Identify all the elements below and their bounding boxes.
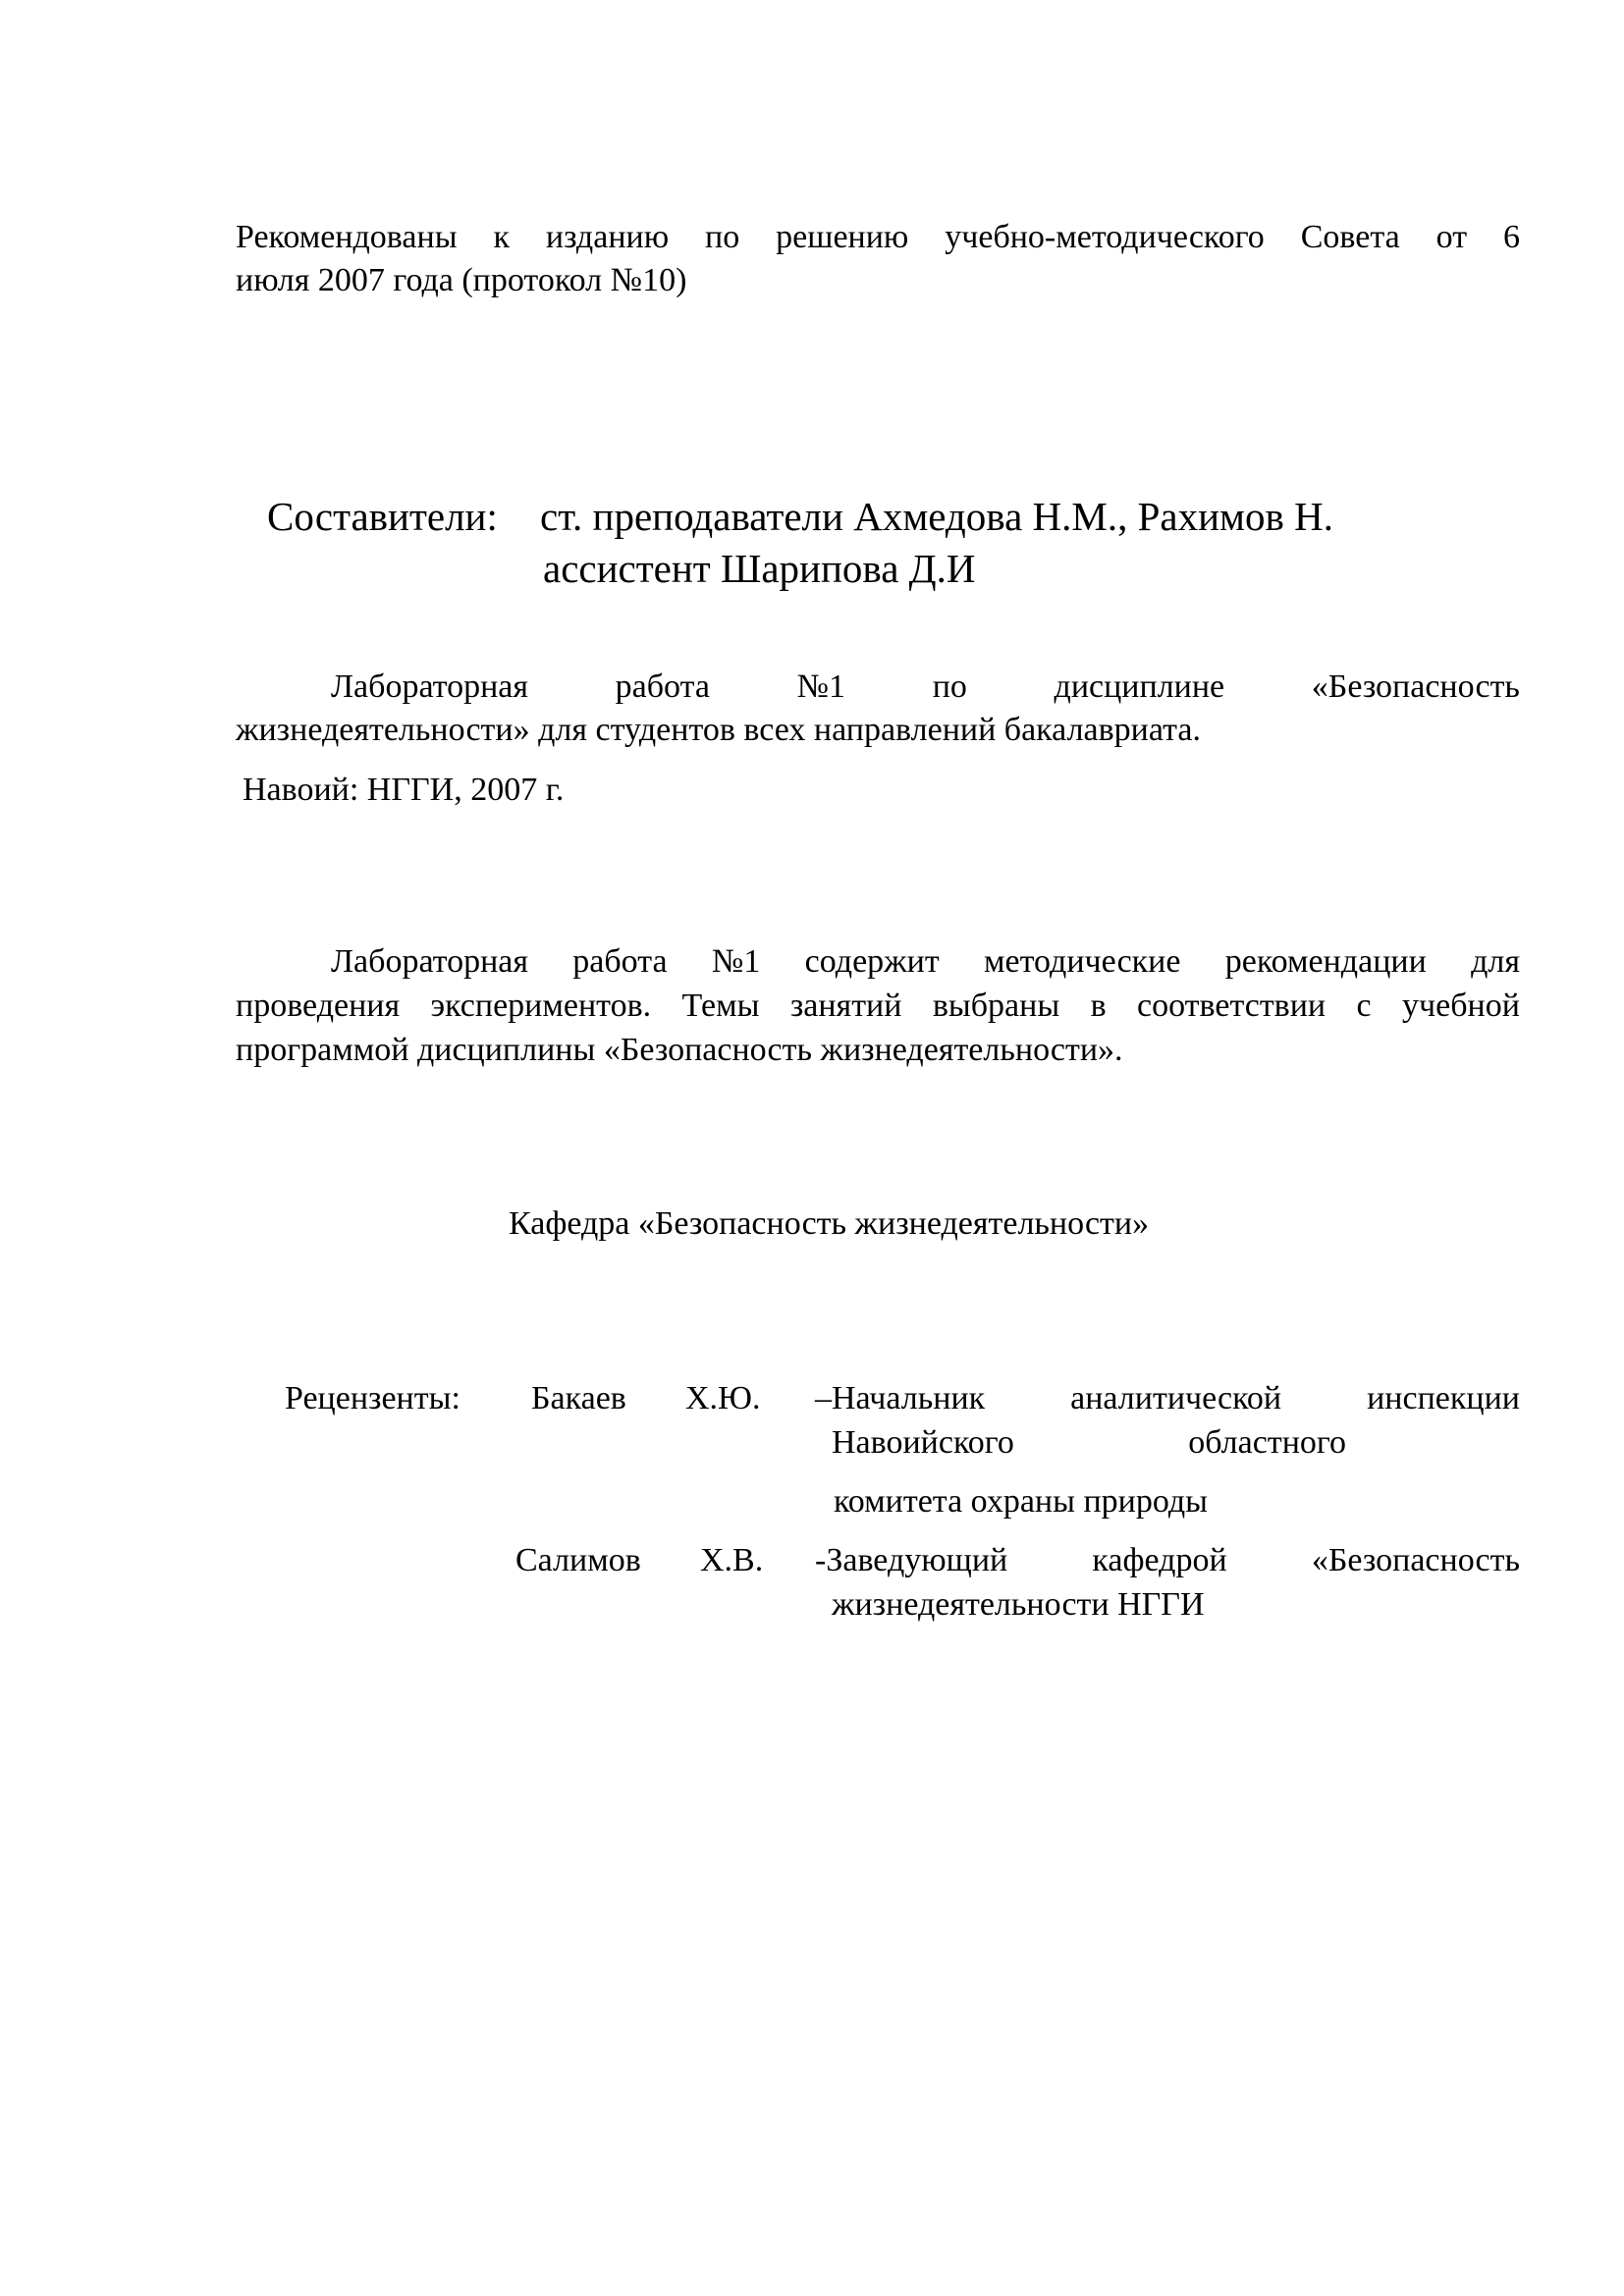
- recommendation-line-2: июля 2007 года (протокол №10): [236, 262, 687, 298]
- word: для: [1471, 943, 1520, 980]
- word: 6: [1503, 219, 1520, 255]
- word: по: [705, 219, 740, 255]
- word: занятий: [789, 988, 902, 1024]
- word: по: [932, 668, 967, 705]
- abstract-line-1: [331, 942, 1520, 982]
- word: выбраны: [932, 988, 1060, 1024]
- abstract-line-3: программой дисциплины «Безопасность жизнедеятельности».: [236, 1032, 1123, 1068]
- word: Темы: [681, 988, 760, 1024]
- lab-title-line-1: [331, 667, 1520, 707]
- lab-title-line-2: жизнедеятельности» для студентов всех направлений бакалавриата.: [236, 712, 1201, 748]
- abstract-line-2: [236, 987, 1520, 1026]
- word: в: [1090, 988, 1107, 1024]
- compilers-line-2: ассистент Шарипова Д.И: [543, 546, 976, 591]
- reviewer-1-role-line-1: [815, 1379, 1520, 1418]
- word: учебно-методического: [945, 219, 1265, 255]
- imprint: Навоий: НГГИ, 2007 г.: [243, 772, 565, 808]
- word: №1: [796, 668, 846, 705]
- word: –Начальник: [815, 1380, 986, 1416]
- reviewer-2-initials: Х.В.: [700, 1542, 764, 1578]
- reviewer-1-initials: Х.Ю.: [685, 1380, 761, 1416]
- reviewer-1-role-line-3: комитета охраны природы: [834, 1483, 1209, 1520]
- word: к: [493, 219, 510, 255]
- word: областного: [1188, 1424, 1346, 1461]
- word: -Заведующий: [815, 1542, 1008, 1578]
- word: с: [1356, 988, 1372, 1024]
- word: проведения: [236, 988, 401, 1024]
- word: рекомендации: [1224, 943, 1427, 980]
- word: экспериментов.: [430, 988, 652, 1024]
- reviewer-2-surname: Салимов: [515, 1542, 641, 1578]
- word: учебной: [1402, 988, 1520, 1024]
- reviewer-2-role-line-2: жизнедеятельности НГГИ: [832, 1586, 1205, 1623]
- word: №1: [711, 943, 761, 980]
- reviewer-1-role-line-2: [832, 1423, 1346, 1463]
- compilers-label: Составители:: [267, 494, 498, 539]
- word: Рекомендованы: [236, 219, 458, 255]
- word: содержит: [804, 943, 940, 980]
- word: кафедрой: [1092, 1542, 1227, 1578]
- word: инспекции: [1367, 1380, 1520, 1416]
- word: работа: [615, 668, 710, 705]
- department: Кафедра «Безопасность жизнедеятельности»: [509, 1205, 1150, 1242]
- word: Совета: [1300, 219, 1400, 255]
- word: дисциплине: [1054, 668, 1225, 705]
- word: решению: [776, 219, 909, 255]
- word: Лабораторная: [331, 943, 528, 980]
- word: от: [1435, 219, 1468, 255]
- word: методические: [984, 943, 1181, 980]
- word: изданию: [545, 219, 670, 255]
- word: «Безопасность: [1311, 1542, 1520, 1578]
- reviewer-1-surname: Бакаев: [531, 1380, 626, 1416]
- word: Лабораторная: [331, 668, 528, 705]
- recommendation-line-1: [236, 218, 1520, 257]
- word: Навоийского: [832, 1424, 1014, 1461]
- word: работа: [572, 943, 668, 980]
- reviewers-label: Рецензенты:: [285, 1380, 460, 1416]
- word: «Безопасность: [1311, 668, 1520, 705]
- compilers-line-1: ст. преподаватели Ахмедова Н.М., Рахимов Н.: [540, 494, 1333, 539]
- reviewer-2-role-line-1: [815, 1541, 1520, 1580]
- word: аналитической: [1070, 1380, 1282, 1416]
- word: соответствии: [1137, 988, 1326, 1024]
